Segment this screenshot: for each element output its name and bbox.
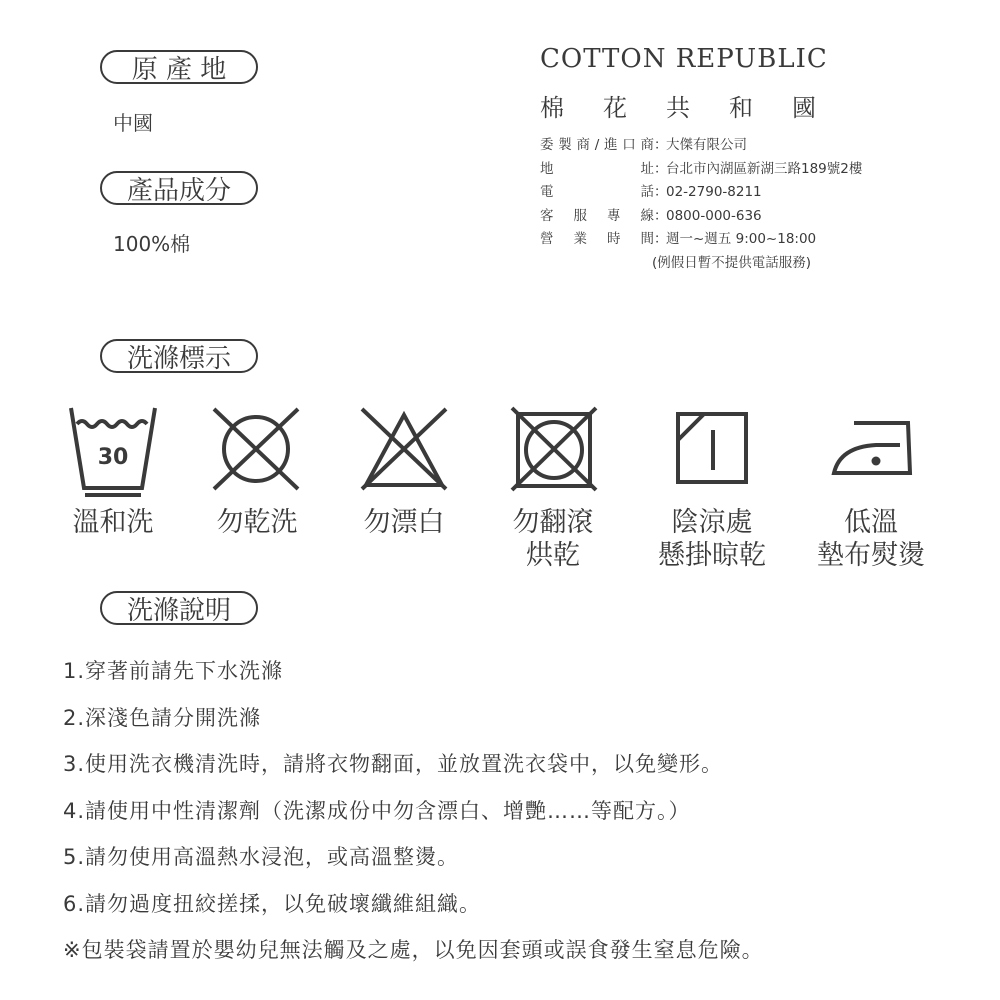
care-label-low-iron: 低溫 墊布熨燙 — [817, 507, 925, 571]
info-label-char: 營 — [540, 231, 554, 247]
origin-value: 中國 — [113, 111, 153, 135]
brand-name-cn — [540, 88, 816, 123]
care-heading-text: 洗滌標示 — [126, 343, 231, 374]
instruction-item: 2.深淺色請分開洗滌 — [63, 705, 262, 730]
info-note: (例假日暫不提供電話服務) — [652, 254, 812, 271]
info-label-char: 專 — [607, 207, 621, 224]
instruction-item: 3.使用洗衣機清洗時，請將衣物翻面，並放置洗衣袋中，以免變形。 — [63, 752, 724, 776]
wash-temperature: 30 — [97, 445, 129, 470]
info-label-char: 業 — [573, 231, 587, 247]
instruction-item: 1.穿著前請先下水洗滌 — [63, 659, 284, 683]
composition-value: 100%棉 — [113, 232, 191, 256]
info-label-char: 口 — [622, 137, 636, 153]
care-label-shade-dry: 陰涼處 懸掛晾乾 — [658, 507, 766, 571]
brand-char: 棉 — [540, 94, 564, 122]
info-label-char: 商 — [640, 137, 654, 153]
care-label-no-dry-clean: 勿乾洗 — [216, 507, 298, 538]
instructions-heading — [100, 591, 258, 625]
info-row: 電 話 ： 02-2790-8211 — [540, 181, 862, 205]
composition-heading — [100, 171, 258, 205]
info-value: 週一~週五 9:00~18:00 — [666, 231, 817, 247]
low-iron-icon — [830, 417, 914, 479]
info-label-char: 電 — [540, 184, 554, 200]
brand-char: 和 — [729, 94, 753, 122]
info-label-char: 話 — [640, 184, 654, 200]
brand-char: 國 — [792, 94, 816, 122]
care-label-gentle-wash: 溫和洗 — [72, 507, 154, 538]
info-label-char: 進 — [604, 137, 618, 153]
info-row: 地 址 ： 台北市內湖區新湖三路189號2樓 — [540, 158, 862, 182]
instruction-item: 6.請勿過度扭絞搓揉，以免破壞纖維組織。 — [63, 891, 482, 916]
info-label-char: 委 — [540, 137, 554, 153]
care-label-no-tumble-dry: 勿翻滾 烘乾 — [512, 507, 594, 571]
info-label — [540, 205, 654, 229]
info-label — [540, 134, 654, 158]
care-heading — [100, 339, 258, 373]
brand-char: 共 — [666, 94, 690, 122]
shade-line-dry-icon — [674, 410, 750, 486]
care-label-no-bleach: 勿漂白 — [363, 507, 445, 538]
instruction-item: 5.請勿使用高溫熱水浸泡，或高溫整燙。 — [63, 845, 460, 869]
instruction-item: ※包裝袋請置於嬰幼兒無法觸及之處，以免因套頭或誤食發生窒息危險。 — [63, 938, 764, 962]
instructions-heading-text: 洗滌說明 — [126, 595, 231, 626]
instructions-list — [63, 648, 764, 974]
no-tumble-dry-icon — [508, 404, 600, 494]
info-label-char: 間 — [640, 231, 654, 247]
info-row: 委 製 商 / 進 口 商 ： 大傑有限公司 — [540, 134, 862, 158]
info-label-char: 址 — [640, 160, 654, 177]
origin-heading — [100, 50, 258, 84]
no-dry-clean-icon — [210, 405, 302, 493]
gentle-wash-icon — [66, 403, 160, 498]
info-value: 大傑有限公司 — [666, 137, 747, 153]
brand-char: 花 — [603, 94, 627, 122]
info-row: 營 業 時 間 ： 週一~週五 9:00~18:00 — [540, 228, 862, 252]
info-label-char: 時 — [607, 231, 621, 247]
info-label — [540, 228, 654, 252]
info-label — [540, 158, 654, 182]
info-label-char: 製 — [558, 137, 572, 153]
no-bleach-icon — [358, 405, 450, 493]
info-row: 客 服 專 線 ： 0800-000-636 — [540, 205, 862, 229]
info-label-char: 服 — [573, 207, 587, 224]
info-label-char: 客 — [540, 207, 554, 224]
info-value: 台北市內湖區新湖三路189號2樓 — [666, 160, 863, 177]
info-label-char: 商 — [576, 137, 590, 153]
info-value: 0800-000-636 — [666, 207, 762, 224]
company-info — [540, 134, 862, 275]
composition-heading-text: 產品成分 — [126, 175, 231, 206]
info-label-char: / — [594, 137, 600, 153]
info-label-char: 地 — [540, 160, 554, 177]
instruction-item: 4.請使用中性清潔劑（洗潔成份中勿含漂白、增艷……等配方。） — [63, 798, 691, 823]
info-label-char: 線 — [640, 207, 654, 224]
origin-heading-text: 原 產 地 — [131, 54, 227, 85]
info-value: 02-2790-8211 — [666, 184, 762, 200]
brand-name-en: COTTON REPUBLIC — [540, 44, 828, 74]
info-label — [540, 181, 654, 205]
